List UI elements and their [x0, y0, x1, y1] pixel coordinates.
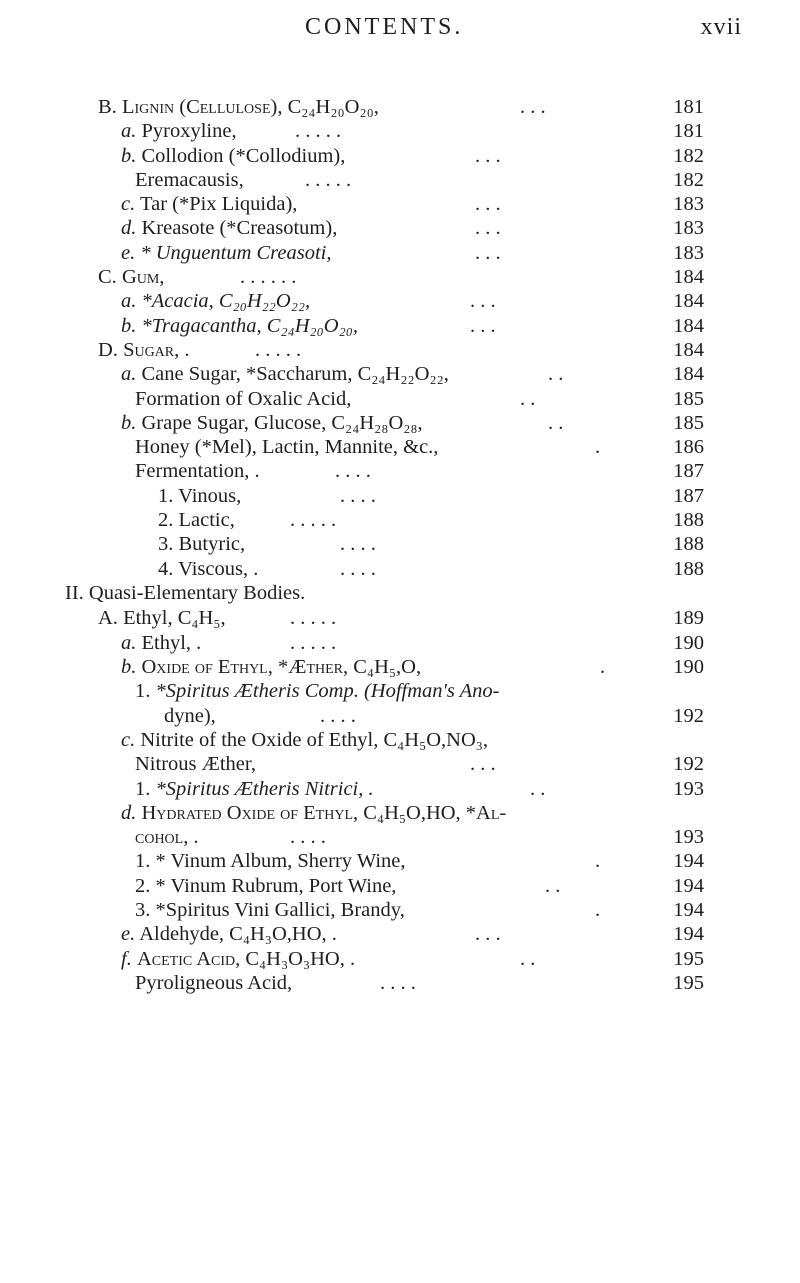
- entry-title: Aldehyde, C₄H₃O,HO, .: [139, 923, 337, 946]
- toc-entry: [0, 436, 800, 460]
- page-number: 194: [673, 899, 704, 921]
- page-number: 183: [673, 193, 704, 216]
- leader-dots: . . .: [475, 923, 501, 946]
- toc-entry: [0, 680, 800, 704]
- entry-prefix: 4.: [158, 557, 174, 580]
- entry-prefix: 3.: [158, 533, 174, 556]
- page-number: 188: [673, 557, 704, 580]
- leader-dots: . . . .: [320, 704, 356, 727]
- toc-entry: [0, 145, 800, 169]
- toc-entry: [0, 388, 800, 412]
- entry-title: *Acacia, C₂₀H₂₂O₂₂,: [141, 290, 311, 313]
- page-number: 182: [673, 168, 704, 191]
- page-number: 194: [673, 923, 704, 946]
- page-number: 184: [673, 290, 704, 313]
- toc-entry: [0, 96, 800, 120]
- entry-title: Hydrated Oxide of Ethyl, C₄H₅O,HO, *Al-: [141, 801, 507, 824]
- entry-prefix: II.: [65, 581, 84, 604]
- entry-prefix: a.: [121, 120, 137, 143]
- entry-prefix: b.: [121, 411, 137, 434]
- toc-entry: [0, 899, 800, 923]
- page-number: 187: [673, 460, 704, 483]
- leader-dots: . .: [520, 387, 536, 410]
- leader-dots: . . .: [475, 241, 501, 264]
- toc-entry: [0, 850, 800, 874]
- leader-dots: . . . . .: [290, 509, 337, 532]
- leader-dots: . . .: [470, 290, 496, 313]
- entry-prefix: a.: [121, 631, 137, 654]
- page-number: 184: [673, 314, 704, 337]
- page-number: 194: [673, 874, 704, 897]
- page-number: 190: [673, 631, 704, 654]
- toc-entry: [0, 632, 800, 656]
- entry-title: Pyroxyline,: [141, 120, 237, 143]
- entry-title: * Vinum Rubrum, Port Wine,: [155, 874, 397, 897]
- toc-entry: [0, 363, 800, 387]
- entry-title: Tar (*Pix Liquida),: [140, 193, 298, 216]
- toc-entry: [0, 972, 800, 996]
- entry-title: Ethyl, C₄H₅,: [123, 607, 226, 630]
- leader-dots: . . . . .: [290, 607, 337, 630]
- toc-entry: [0, 753, 800, 777]
- entry-title: Ethyl, .: [141, 631, 202, 654]
- entry-prefix: 3.: [135, 899, 151, 921]
- leader-dots: . . .: [475, 217, 501, 240]
- entry-title: Oxide of Ethyl, *Æther, C₄H₅,O,: [141, 656, 422, 679]
- leader-dots: . . . .: [340, 533, 376, 556]
- toc-entry: [0, 656, 800, 680]
- toc-entry: [0, 802, 800, 826]
- leader-dots: .: [595, 899, 601, 921]
- page-number: 188: [673, 533, 704, 556]
- entry-prefix: c.: [121, 728, 136, 751]
- running-title: CONTENTS.: [305, 14, 464, 40]
- leader-dots: . .: [520, 947, 536, 970]
- toc-entry: [0, 485, 800, 509]
- entry-title: Gum,: [121, 266, 165, 289]
- page-number: 185: [673, 411, 704, 434]
- toc-entry: [0, 266, 800, 290]
- entry-title: Acetic Acid, C₄H₃O₃HO, .: [136, 947, 356, 970]
- entry-title: * Vinum Album, Sherry Wine,: [155, 850, 406, 873]
- entry-title: Eremacausis,: [135, 168, 244, 191]
- entry-prefix: a.: [121, 290, 137, 313]
- toc-entry: [0, 290, 800, 314]
- page-number: 189: [673, 607, 704, 630]
- leader-dots: . . .: [470, 753, 496, 776]
- leader-dots: . .: [548, 363, 564, 386]
- leader-dots: . . . . .: [295, 120, 342, 143]
- entry-prefix: b.: [121, 656, 137, 679]
- leader-dots: . . . . .: [290, 631, 337, 654]
- toc-entry: [0, 242, 800, 266]
- entry-prefix: 1.: [135, 680, 151, 703]
- leader-dots: . . . . .: [305, 168, 352, 191]
- page-number: 185: [673, 387, 704, 410]
- page-number: 184: [673, 338, 704, 361]
- entry-prefix: C.: [98, 266, 117, 289]
- entry-title: Honey (*Mel), Lactin, Mannite, &c.,: [135, 436, 439, 459]
- entry-prefix: e.: [121, 241, 136, 264]
- entry-title: Sugar, .: [123, 338, 190, 361]
- entry-prefix: A.: [98, 607, 118, 630]
- page-number: 193: [673, 826, 704, 849]
- entry-prefix: B.: [98, 96, 117, 118]
- leader-dots: . . . .: [380, 971, 416, 994]
- leader-dots: .: [595, 436, 601, 459]
- page-number: 195: [673, 947, 704, 970]
- entry-title: *Tragacantha, C₂₄H₂₀O₂₀,: [141, 314, 358, 337]
- entry-title: Quasi-Elementary Bodies.: [88, 581, 306, 604]
- entry-title: *Spiritus Vini Gallici, Brandy,: [155, 899, 405, 921]
- page-number: 182: [673, 144, 704, 167]
- toc-entry: [0, 778, 800, 802]
- entry-prefix: 2.: [158, 509, 174, 532]
- leader-dots: . .: [530, 777, 546, 800]
- leader-dots: . . . .: [290, 826, 326, 849]
- page-folio: xvii: [700, 14, 742, 40]
- entry-prefix: f.: [121, 947, 132, 970]
- leader-dots: . . . .: [335, 460, 371, 483]
- entry-prefix: c.: [121, 193, 136, 216]
- toc-entry: [0, 169, 800, 193]
- entry-title: Nitrous Æther,: [135, 753, 257, 776]
- entry-title: *Spiritus Ætheris Comp. (Hoffman's Ano-: [155, 680, 500, 703]
- entry-title: dyne),: [164, 704, 216, 727]
- toc-entry: [0, 923, 800, 947]
- toc-entry: [0, 339, 800, 363]
- leader-dots: . . .: [475, 144, 501, 167]
- page-number: 187: [673, 484, 704, 507]
- entry-title: Lactic,: [178, 509, 235, 532]
- entry-title: Vinous,: [178, 484, 242, 507]
- leader-dots: . . .: [520, 96, 546, 118]
- entry-prefix: D.: [98, 338, 118, 361]
- leader-dots: .: [595, 850, 601, 873]
- entry-title: Pyroligneous Acid,: [135, 971, 293, 994]
- entry-title: Lignin (Cellulose), C₂₄H₂₀O₂₀,: [121, 96, 379, 118]
- toc-entry: [0, 558, 800, 582]
- page-number: 181: [673, 96, 704, 118]
- page-number: 183: [673, 217, 704, 240]
- toc-entry: [0, 193, 800, 217]
- entry-title: Grape Sugar, Glucose, C₂₄H₂₈O₂₈,: [141, 411, 423, 434]
- entry-prefix: d.: [121, 801, 137, 824]
- page-number: 195: [673, 971, 704, 994]
- page-number: 184: [673, 266, 704, 289]
- entry-title: Kreasote (*Creasotum),: [141, 217, 338, 240]
- leader-dots: . . . .: [340, 557, 376, 580]
- entry-prefix: b.: [121, 314, 137, 337]
- toc-entry: [0, 509, 800, 533]
- toc-entry: [0, 582, 800, 608]
- page-header: [0, 10, 800, 50]
- entry-prefix: 2.: [135, 874, 151, 897]
- toc-entry: [0, 948, 800, 972]
- leader-dots: . . .: [475, 193, 501, 216]
- page-number: 186: [673, 436, 704, 459]
- leader-dots: . . . . .: [255, 338, 302, 361]
- toc-entry: [0, 533, 800, 557]
- entry-title: Butyric,: [178, 533, 246, 556]
- toc-entry: [0, 826, 800, 850]
- page-number: 183: [673, 241, 704, 264]
- entry-prefix: d.: [121, 217, 137, 240]
- entry-title: Nitrite of the Oxide of Ethyl, C₄H₅O,NO₃,: [140, 728, 489, 751]
- entry-title: cohol, .: [135, 826, 199, 849]
- entry-title: *Spiritus Ætheris Nitrici, .: [155, 777, 374, 800]
- page-number: 190: [673, 656, 704, 679]
- entry-title: * Unguentum Creasoti,: [140, 241, 332, 264]
- page-number: 193: [673, 777, 704, 800]
- entry-prefix: e.: [121, 923, 136, 946]
- entry-title: Collodion (*Collodium),: [141, 144, 346, 167]
- leader-dots: . .: [545, 874, 561, 897]
- entry-prefix: a.: [121, 363, 137, 386]
- entry-prefix: b.: [121, 144, 137, 167]
- toc-entry: [0, 412, 800, 436]
- leader-dots: .: [600, 656, 606, 679]
- page-number: 188: [673, 509, 704, 532]
- toc-entry: [0, 875, 800, 899]
- toc-entry: [0, 217, 800, 241]
- entry-prefix: 1.: [158, 484, 174, 507]
- entry-title: Viscous, .: [178, 557, 259, 580]
- entry-prefix: 1.: [135, 850, 151, 873]
- toc-entry: [0, 607, 800, 631]
- leader-dots: . . . . . .: [240, 266, 297, 289]
- entry-title: Cane Sugar, *Saccharum, C₂₄H₂₂O₂₂,: [141, 363, 449, 386]
- page-number: 192: [673, 704, 704, 727]
- toc-entry: [0, 460, 800, 484]
- leader-dots: . . .: [470, 314, 496, 337]
- entry-title: Formation of Oxalic Acid,: [135, 387, 352, 410]
- page-number: 192: [673, 753, 704, 776]
- toc-entry: [0, 315, 800, 339]
- leader-dots: . . . .: [340, 484, 376, 507]
- toc-entry: [0, 120, 800, 144]
- toc-entry: [0, 729, 800, 753]
- page-number: 184: [673, 363, 704, 386]
- entry-prefix: 1.: [135, 777, 151, 800]
- entry-title: Fermentation, .: [135, 460, 260, 483]
- page-number: 194: [673, 850, 704, 873]
- table-of-contents: [0, 96, 800, 996]
- leader-dots: . .: [548, 411, 564, 434]
- toc-entry: [0, 705, 800, 729]
- page-number: 181: [673, 120, 704, 143]
